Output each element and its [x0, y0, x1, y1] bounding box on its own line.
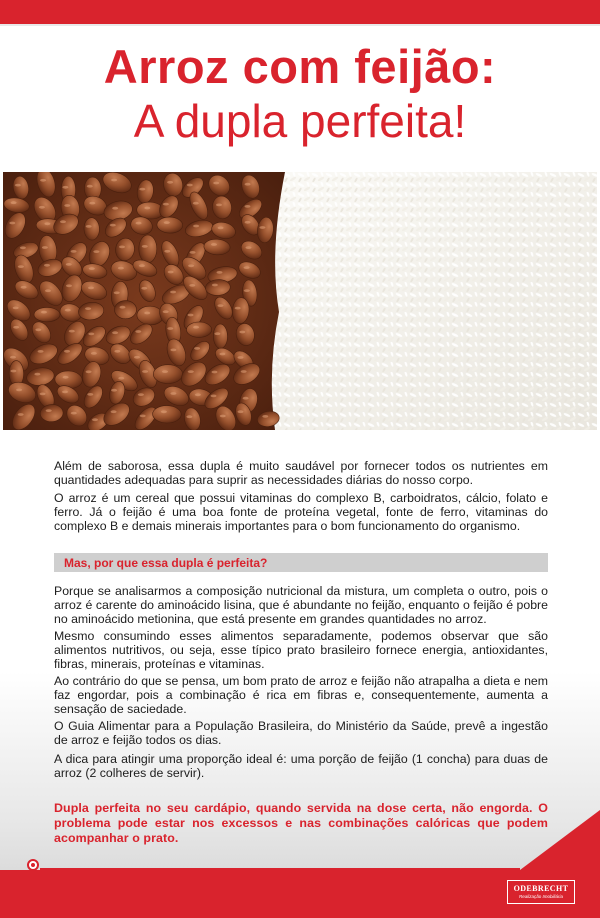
- bean-highlight: [164, 250, 170, 253]
- bean-highlight: [87, 185, 93, 188]
- bean-highlight: [44, 264, 50, 267]
- bean-highlight: [144, 312, 150, 315]
- bean-highlight: [217, 271, 223, 274]
- section-paragraph-2: Mesmo consumindo esses alimentos separadamente, podemos observar que são alimentos nutritivos, ou seja, esse típico prato brasileiro fornece energia, antioxidantes, fibras, minerais, proteínas e vitaminas.: [54, 629, 548, 672]
- bean-highlight: [46, 409, 52, 412]
- bean-highlight: [245, 183, 251, 186]
- bean-highlight: [238, 356, 244, 359]
- bean-highlight: [214, 332, 220, 335]
- bean-highlight: [141, 287, 147, 290]
- bean-highlight: [9, 222, 15, 225]
- bean-highlight: [112, 331, 118, 334]
- bean-highlight: [140, 415, 146, 418]
- bean-highlight: [187, 184, 193, 187]
- bean-highlight: [245, 205, 251, 208]
- bean-highlight: [239, 331, 245, 334]
- bean-highlight: [218, 304, 224, 307]
- bean: [139, 235, 157, 263]
- bean-highlight: [142, 245, 148, 248]
- bean-highlight: [38, 350, 44, 353]
- bean: [152, 405, 181, 423]
- bean-highlight: [114, 350, 120, 353]
- bean-highlight: [168, 271, 174, 274]
- bean-highlight: [18, 265, 24, 268]
- bean-highlight: [41, 311, 47, 314]
- bean-highlight: [244, 289, 250, 292]
- bean-highlight: [114, 291, 120, 294]
- section-paragraph-1: Porque se analisarmos a composição nutricional da mistura, um completa o outro, pois o arroz é carente do aminoácido lisina, que é abundante no feijão, enquanto o feijão é pobre no aminoácido metionina, que está presente em grandes quantidades no arroz.: [54, 584, 548, 627]
- bean-highlight: [66, 284, 72, 287]
- bean-highlight: [60, 220, 66, 223]
- bean-highlight: [13, 307, 19, 310]
- title-line-2: A dupla perfeita!: [133, 95, 467, 147]
- bean-highlight: [139, 264, 145, 267]
- bean-highlight: [87, 393, 93, 396]
- bean-highlight: [18, 413, 24, 416]
- bean-highlight: [40, 393, 46, 396]
- bean-highlight: [35, 328, 41, 331]
- bean-highlight: [62, 391, 68, 394]
- intro-paragraph-2: O arroz é um cereal que possui vitaminas do complexo B, carboidratos, cálcio, folato e ferro. Já o feijão é uma boa fonte de proteína vegetal, fonte de ferro, vitaminas do complexo B e demais minerais importantes para o bom funcionamento do organismo.: [54, 491, 548, 534]
- bean-highlight: [89, 267, 95, 270]
- bean-highlight: [64, 204, 70, 207]
- bean-highlight: [119, 246, 125, 249]
- bean-highlight: [13, 326, 19, 329]
- bean-highlight: [88, 287, 94, 290]
- bean-highlight: [135, 330, 141, 333]
- bean-highlight: [39, 206, 45, 209]
- bean-highlight: [92, 418, 98, 421]
- bean: [213, 324, 228, 349]
- bean-highlight: [195, 393, 201, 396]
- intro-paragraph-1: Além de saborosa, essa dupla é muito saudável por fornecer todos os nutrientes em quantidades adequadas para suprir as necessidades diárias do nosso corpo.: [54, 459, 548, 488]
- logo-name: ODEBRECHT: [513, 884, 569, 893]
- bean-highlight: [111, 179, 117, 182]
- bean-highlight: [244, 266, 250, 269]
- bean-highlight: [44, 222, 50, 225]
- bean-highlight: [15, 184, 21, 187]
- bean-highlight: [186, 415, 192, 418]
- odebrecht-logo: [507, 880, 575, 904]
- bean-highlight: [139, 188, 145, 191]
- bean-highlight: [112, 207, 118, 210]
- bean-highlight: [212, 371, 218, 374]
- bean: [114, 300, 136, 319]
- bean-highlight: [45, 289, 51, 292]
- bean-highlight: [20, 246, 26, 249]
- bean-highlight: [71, 412, 77, 415]
- bean-highlight: [86, 370, 92, 373]
- bean-highlight: [138, 393, 144, 396]
- bean-highlight: [89, 202, 95, 205]
- bean: [153, 365, 182, 384]
- bean-highlight: [162, 370, 168, 373]
- bean-highlight: [86, 225, 92, 228]
- bean-highlight: [111, 410, 117, 413]
- bean-highlight: [69, 330, 75, 333]
- bean-highlight: [219, 353, 225, 356]
- bean-highlight: [220, 415, 226, 418]
- bean-highlight: [10, 356, 16, 359]
- bean-highlight: [161, 410, 167, 413]
- bean-highlight: [245, 221, 251, 224]
- footer-bullet-icon: [27, 859, 39, 871]
- bean-highlight: [262, 415, 268, 418]
- section-heading: Mas, por que essa dupla é perfeita?: [64, 556, 268, 570]
- logo-subtitle: Realização Imobiliária: [518, 894, 564, 899]
- bean-highlight: [211, 243, 217, 246]
- bean-highlight: [34, 373, 40, 376]
- bean-highlight: [193, 225, 199, 228]
- top-divider: [0, 24, 600, 26]
- bean-highlight: [190, 251, 196, 254]
- rice-and-beans-photo: [3, 172, 597, 430]
- bean-highlight: [118, 377, 124, 380]
- bean-highlight: [110, 224, 116, 227]
- bean-highlight: [91, 352, 97, 355]
- bean-highlight: [241, 370, 247, 373]
- bean-highlight: [16, 389, 22, 392]
- bean-highlight: [120, 306, 126, 309]
- title-line-1: Arroz com feijão:: [103, 40, 497, 93]
- bean-highlight: [218, 227, 224, 230]
- bean-highlight: [238, 410, 244, 413]
- bean-highlight: [40, 179, 46, 182]
- bean-highlight: [144, 207, 150, 210]
- section-paragraph-5: A dica para atingir uma proporção ideal é: uma porção de feijão (1 concha) para duas de arroz (2 colheres de servir).: [54, 752, 548, 781]
- bean-highlight: [193, 326, 199, 329]
- page-title: [0, 40, 600, 148]
- bean-highlight: [64, 350, 70, 353]
- bean-highlight: [188, 370, 194, 373]
- footer-wedge: [0, 810, 600, 870]
- bean-highlight: [21, 286, 27, 289]
- bean-highlight: [142, 370, 148, 373]
- bean-highlight: [170, 291, 176, 294]
- bean-highlight: [66, 263, 72, 266]
- bean-highlight: [163, 310, 169, 313]
- section-heading-bar: [54, 553, 548, 572]
- bean-highlight: [65, 309, 71, 312]
- bean-highlight: [246, 246, 252, 249]
- closing-highlight: Dupla perfeita no seu cardápio, quando servida na dose certa, não engorda. O problema pode estar nos excessos e nas combinações calóricas que podem acompanhar o prato.: [54, 801, 548, 845]
- bean-highlight: [10, 370, 16, 373]
- bean-highlight: [213, 182, 219, 185]
- bean-highlight: [189, 284, 195, 287]
- section-paragraph-3: Ao contrário do que se pensa, um bom prato de arroz e feijão não atrapalha a dieta e nem faz engordar, pois a combinação é rica em fibras e, consequentemente, aumenta a sensação de saciedade.: [54, 674, 548, 717]
- bean-highlight: [216, 204, 222, 207]
- bean-highlight: [118, 267, 124, 270]
- section-paragraph-4: O Guia Alimentar para a População Brasileira, do Ministério da Saúde, prevê a ingestão de arroz e feijão todos os dias.: [54, 719, 548, 748]
- bean-highlight: [93, 250, 99, 253]
- bean: [34, 307, 60, 321]
- bean-highlight: [42, 246, 48, 249]
- bean-highlight: [88, 333, 94, 336]
- bean-highlight: [111, 389, 117, 392]
- bean-highlight: [259, 226, 265, 229]
- bean-highlight: [188, 264, 194, 267]
- bean-highlight: [211, 395, 217, 398]
- bean-highlight: [63, 376, 69, 379]
- bean-highlight: [134, 356, 140, 359]
- bean-highlight: [164, 221, 170, 224]
- bean-highlight: [194, 347, 200, 350]
- bean-highlight: [167, 181, 173, 184]
- bean-highlight: [170, 392, 176, 395]
- bean-highlight: [85, 307, 91, 310]
- bean-highlight: [170, 349, 176, 352]
- bean-highlight: [243, 397, 249, 400]
- top-red-bar: [0, 0, 600, 24]
- bean-highlight: [235, 307, 241, 310]
- bean-highlight: [188, 314, 194, 317]
- bean-highlight: [11, 201, 17, 204]
- bean-highlight: [167, 327, 173, 330]
- bean-highlight: [163, 203, 169, 206]
- bean-highlight: [136, 222, 142, 225]
- bean-highlight: [212, 284, 218, 287]
- bean: [187, 322, 212, 337]
- bean-highlight: [62, 186, 68, 189]
- bean-highlight: [71, 250, 77, 253]
- bean-highlight: [193, 202, 199, 205]
